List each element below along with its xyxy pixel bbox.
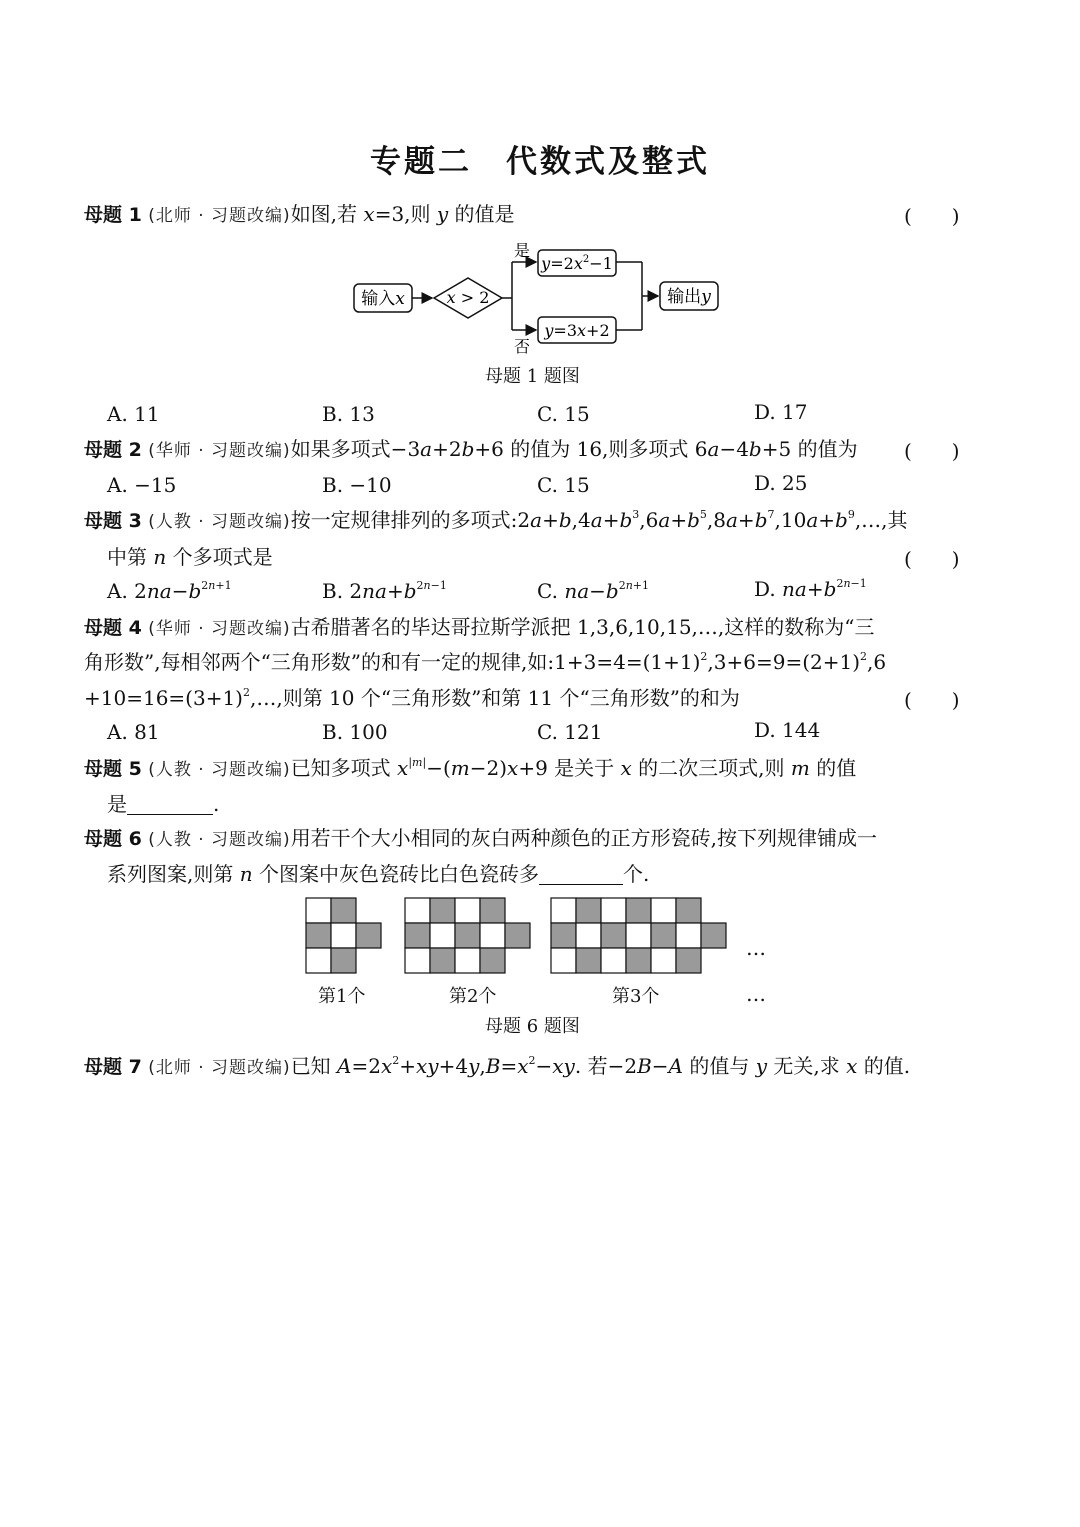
q6-text-prefix: 系列图案,则第 n 个图案中灰色瓷砖比白色瓷砖多: [107, 862, 539, 886]
white-tile: [405, 898, 430, 923]
q6-tile-figures: [300, 896, 780, 978]
page-title: 专题二 代数式及整式: [370, 144, 710, 180]
q7-source: (北师 · 习题改编): [148, 1058, 291, 1078]
q6-ellipsis-top: …: [746, 936, 766, 960]
q5-label: 母题 5: [84, 758, 142, 780]
flow-yes-label: 是: [514, 241, 531, 260]
q6-source: (人教 · 习题改编): [148, 830, 291, 850]
white-tile: [405, 948, 430, 973]
q5-line-1: [84, 754, 856, 784]
gray-tile: [626, 898, 651, 923]
q1-caption: 母题 1 题图: [485, 366, 580, 387]
q4-option-a: A. 81: [107, 720, 160, 744]
q6-answer-blank[interactable]: [539, 864, 623, 885]
gray-tile: [430, 898, 455, 923]
q3-text-2: 中第 n 个多项式是: [107, 545, 273, 569]
q3-source: (人教 · 习题改编): [148, 512, 291, 532]
flow-input-label: 输入x: [361, 289, 405, 309]
flow-yes-formula: $y=2x^2-1$: [541, 254, 613, 273]
gray-tile: [430, 948, 455, 973]
q7-label: 母题 7: [84, 1056, 142, 1078]
gray-tile: [676, 948, 701, 973]
q7-text: 已知 $A=2x^2+xy+4y,B=x^2-xy$. 若−2B−A 的值与 y 无关,求 x 的值.: [290, 1054, 911, 1078]
q2-line: [84, 435, 858, 465]
q3-option-d: D. $na+b^{2n-1}$: [754, 577, 867, 601]
white-tile: [626, 923, 651, 948]
q4-label: 母题 4: [84, 617, 142, 639]
q3-line-1: [84, 506, 908, 536]
flow-no-formula: y=3x+2: [544, 321, 610, 340]
gray-tile: [576, 898, 601, 923]
q5-text-prefix: 是: [107, 792, 127, 816]
q4-option-b: B. 100: [322, 720, 388, 744]
white-tile: [651, 898, 676, 923]
q5-answer-blank[interactable]: [127, 794, 213, 815]
white-tile: [455, 948, 480, 973]
gray-tile: [626, 948, 651, 973]
q3-option-a: A. $2na-b^{2n+1}$: [107, 579, 232, 603]
q6-figure-label-1: 第1个: [318, 986, 366, 1007]
gray-tile: [306, 923, 331, 948]
gray-tile: [701, 923, 726, 948]
flow-output-label: 输出y: [667, 287, 711, 307]
q1-label: 母题 1: [84, 204, 142, 226]
gray-tile: [356, 923, 381, 948]
gray-tile: [455, 923, 480, 948]
gray-tile: [480, 948, 505, 973]
gray-tile: [576, 948, 601, 973]
q1-answer-paren: ( ): [904, 204, 960, 228]
q6-label: 母题 6: [84, 828, 142, 850]
q1-source: (北师 · 习题改编): [148, 206, 291, 226]
gray-tile: [405, 923, 430, 948]
q1-option-c: C. 15: [537, 402, 590, 426]
q5-text-suffix: .: [213, 792, 220, 816]
q4-line-1: [84, 613, 875, 643]
q4-option-d: D. 144: [754, 718, 821, 742]
gray-tile: [676, 898, 701, 923]
q3-option-c: C. $na-b^{2n+1}$: [537, 579, 650, 603]
q6-ellipsis-bottom: …: [746, 982, 766, 1006]
flow-no-label: 否: [514, 337, 531, 356]
white-tile: [601, 898, 626, 923]
q6-caption: 母题 6 题图: [485, 1016, 580, 1037]
white-tile: [676, 923, 701, 948]
q4-option-c: C. 121: [537, 720, 603, 744]
q5-text-1: 已知多项式 $x^{|m|}-(m-2)x+9$ 是关于 x 的二次三项式,则 m 的值: [290, 756, 857, 780]
q6-figure-label-2: 第2个: [449, 986, 497, 1007]
white-tile: [480, 923, 505, 948]
q2-option-b: B. −10: [322, 473, 392, 497]
q3-option-b: B. $2na+b^{2n-1}$: [322, 579, 447, 603]
q3-answer-paren: ( ): [904, 547, 960, 571]
gray-tile: [601, 923, 626, 948]
q2-option-c: C. 15: [537, 473, 590, 497]
white-tile: [306, 898, 331, 923]
flow-condition-label: x > 2: [446, 288, 490, 307]
q1-option-b: B. 13: [322, 402, 375, 426]
q1-flowchart: [340, 236, 740, 358]
white-tile: [576, 923, 601, 948]
q1-option-a: A. 11: [107, 402, 160, 426]
q6-line-1: [84, 824, 877, 854]
q2-option-d: D. 25: [754, 471, 808, 495]
q2-text: 如果多项式−3a+2b+6 的值为 16,则多项式 6a−4b+5 的值为: [290, 437, 858, 461]
q4-text-2: 角形数”,每相邻两个“三角形数”的和有一定的规律,如$:1+3=4=(1+1)^2,3+6=9=(2+1)^2,6$: [84, 650, 887, 674]
q1-text: 如图,若 x=3,则 y 的值是: [290, 202, 515, 226]
white-tile: [551, 898, 576, 923]
gray-tile: [480, 898, 505, 923]
q4-answer-paren: ( ): [904, 688, 960, 712]
gray-tile: [331, 948, 356, 973]
gray-tile: [551, 923, 576, 948]
q6-figure-label-3: 第3个: [612, 986, 660, 1007]
q2-answer-paren: ( ): [904, 439, 960, 463]
q1-option-d: D. 17: [754, 400, 808, 424]
q6-line-2: [107, 860, 649, 888]
q5-source: (人教 · 习题改编): [148, 760, 291, 780]
q4-source: (华师 · 习题改编): [148, 619, 291, 639]
q7-line: [84, 1052, 910, 1082]
q6-text-suffix: 个.: [622, 862, 650, 886]
q4-text-3: $+10=16=(3+1)^2,\dots$,则第 10 个“三角形数”和第 11 个“三角形数”的和为: [84, 686, 740, 710]
white-tile: [601, 948, 626, 973]
q1-line: [84, 200, 515, 230]
white-tile: [331, 923, 356, 948]
gray-tile: [331, 898, 356, 923]
q3-label: 母题 3: [84, 510, 142, 532]
white-tile: [651, 948, 676, 973]
q2-option-a: A. −15: [107, 473, 177, 497]
q5-line-2: [107, 790, 219, 818]
q4-text-1: 古希腊著名的毕达哥拉斯学派把 1,3,6,10,15,…,这样的数称为“三: [290, 615, 875, 639]
gray-tile: [651, 923, 676, 948]
q2-label: 母题 2: [84, 439, 142, 461]
q3-text-1: 按一定规律排列的多项式$:2a+b,4a+b^3,6a+b^5,8a+b^7,10a+b^9,\dots$,其: [290, 508, 908, 532]
white-tile: [430, 923, 455, 948]
white-tile: [551, 948, 576, 973]
white-tile: [455, 898, 480, 923]
q6-text-1: 用若干个大小相同的灰白两种颜色的正方形瓷砖,按下列规律铺成一: [290, 826, 878, 850]
q2-source: (华师 · 习题改编): [148, 441, 291, 461]
white-tile: [306, 948, 331, 973]
gray-tile: [505, 923, 530, 948]
